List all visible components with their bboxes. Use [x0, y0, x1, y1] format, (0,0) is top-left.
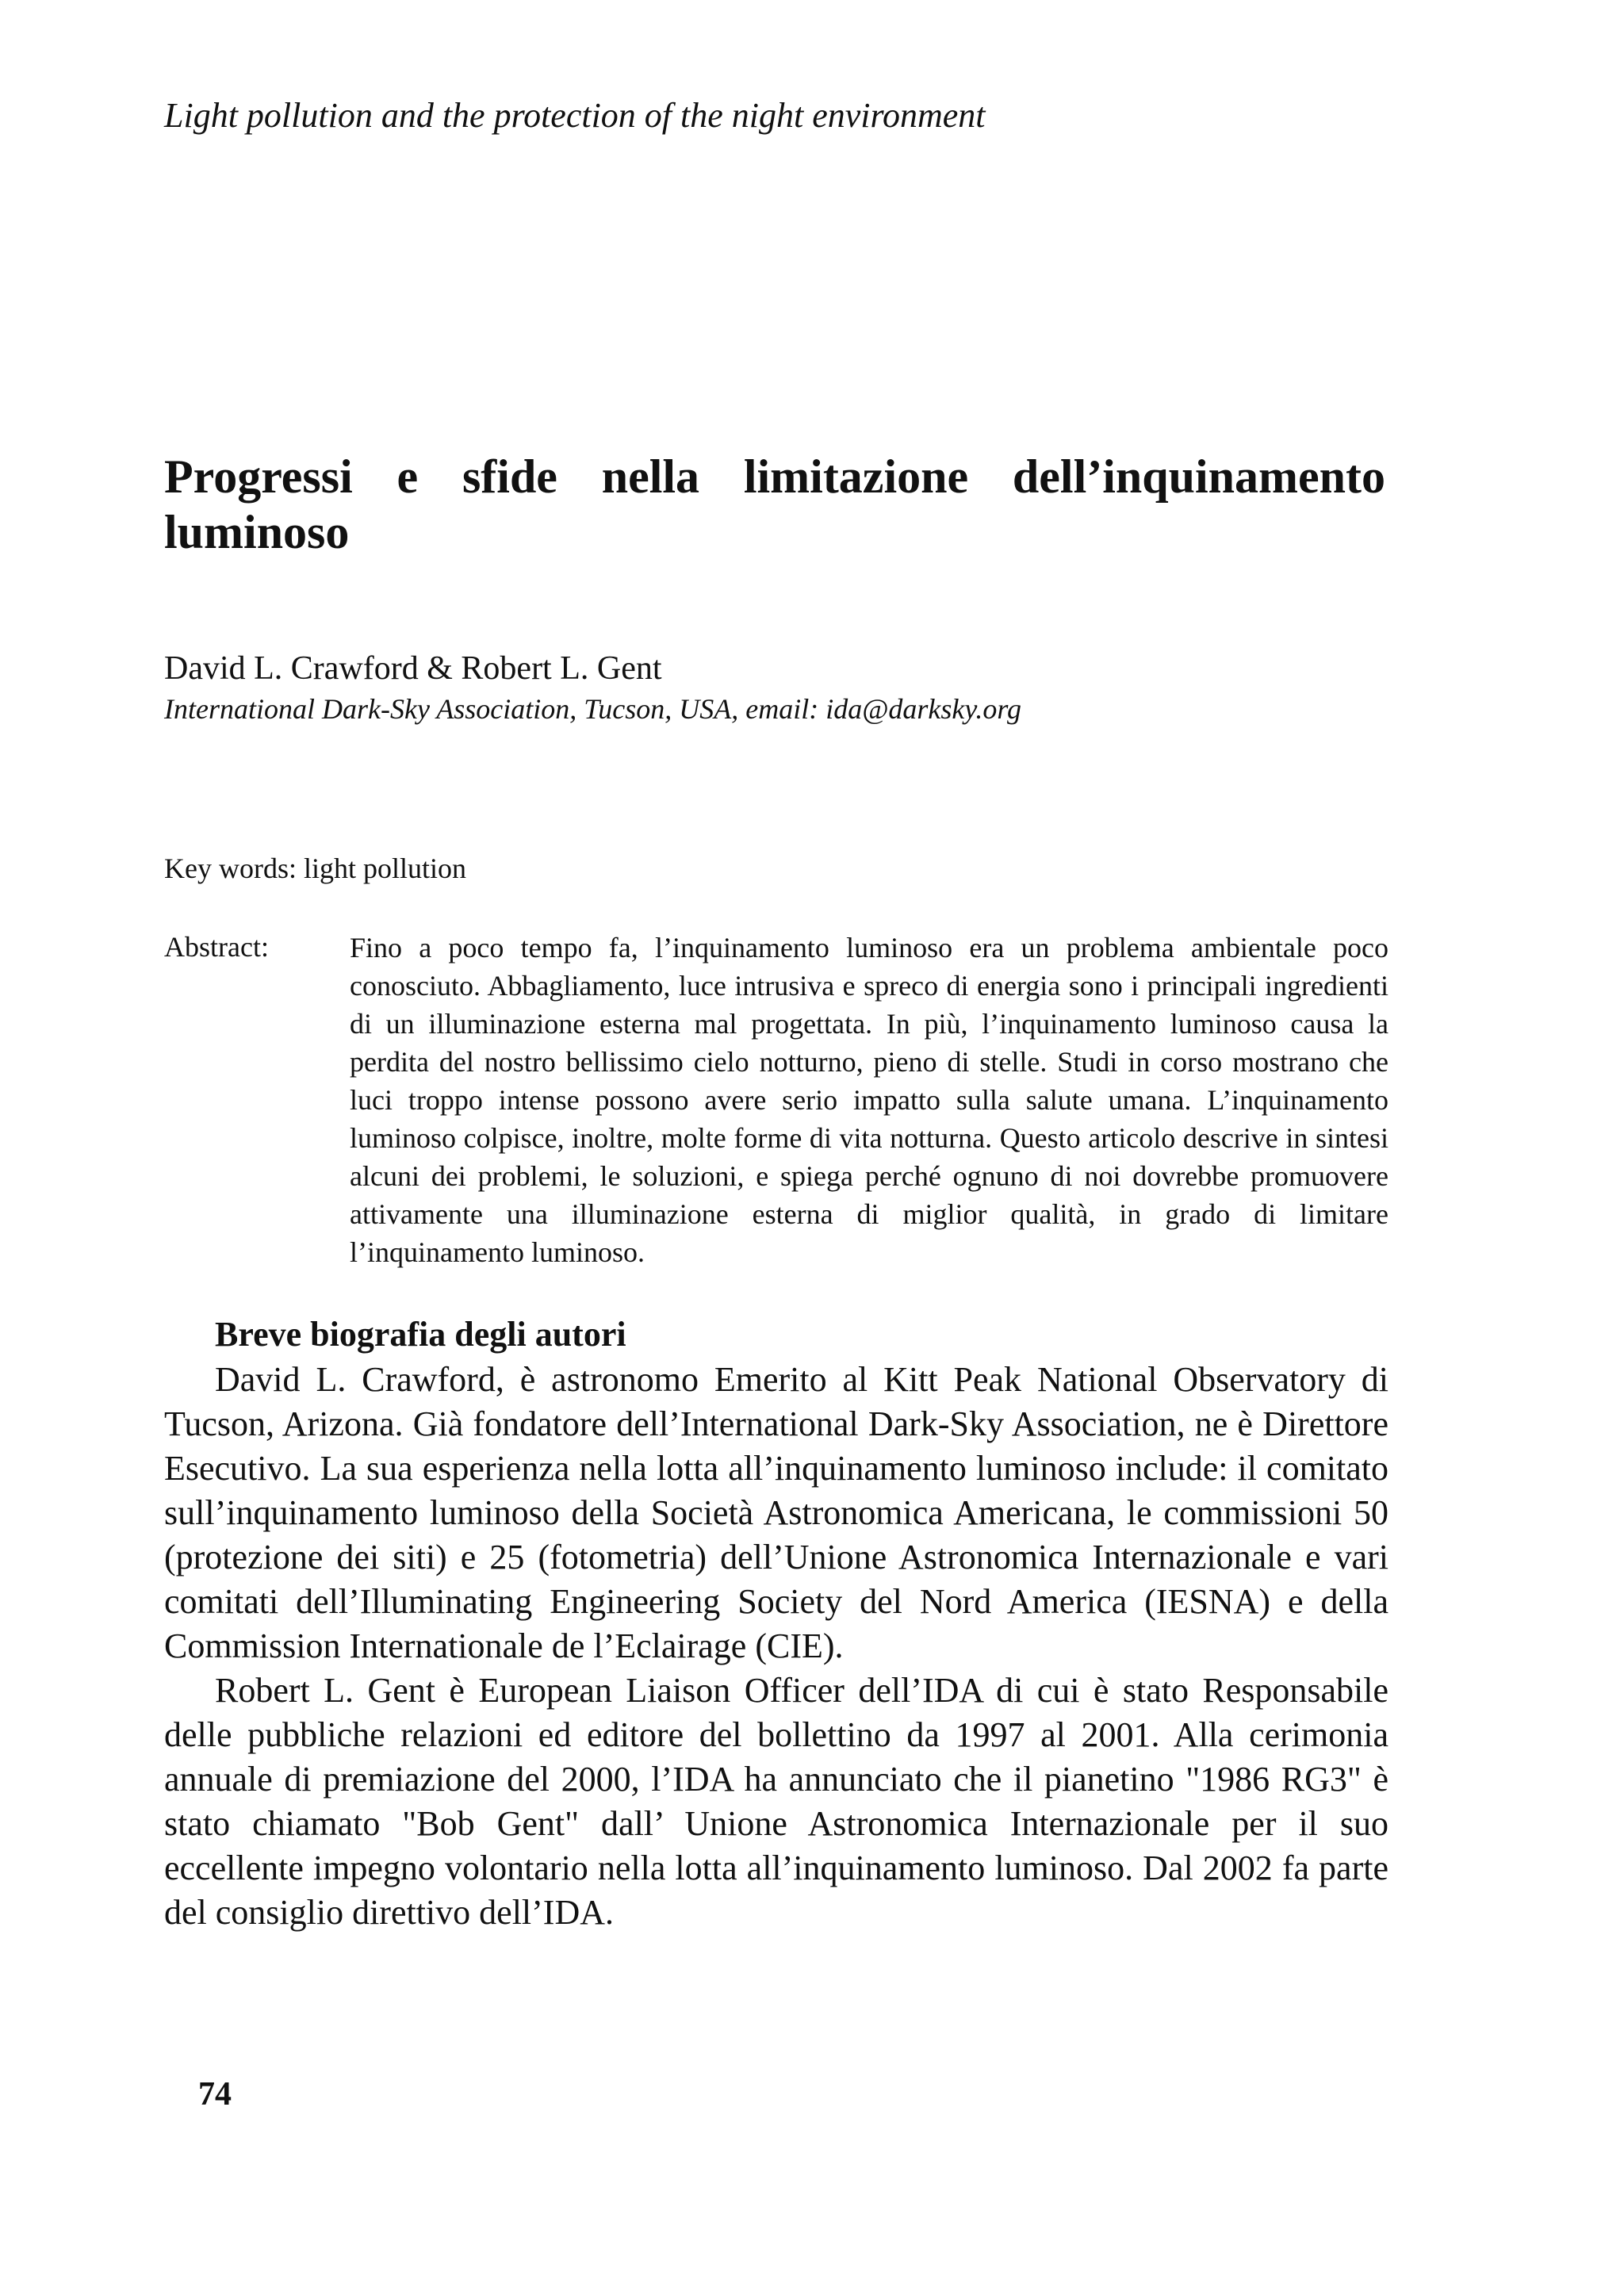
biography-paragraph-gent: Robert L. Gent è European Liaison Officer dell’IDA di cui è stato Responsabile delle pubbliche relazioni ed editore del bollettino da 1997 al 2001. Alla cerimonia annuale di premiazione del 2000, l’IDA ha annunciato che il pianetino "1986 RG3" è stato chiamato "Bob Gent" dall’ Unione Astronomica Internazionale per il suo eccellente impegno volontario nella lotta all’inquinamento luminoso. Dal 2002 fa parte del consiglio direttivo dell’IDA. [164, 1671, 1388, 1932]
running-header: Light pollution and the protection of the night environment [164, 96, 986, 135]
abstract-text: Fino a poco tempo fa, l’inquinamento luminoso era un problema ambientale poco conosciuto. Abbagliamento, luce intrusiva e spreco di energia sono i principali ingredienti di un illuminazione esterna mal progettata. In più, l’inquinamento luminoso causa la perdita del nostro bellissimo cielo notturno, pieno di stelle. Studi in corso mostrano che luci troppo intense possono avere serio impatto sulla salute umana. L’inquinamento luminoso colpisce, inoltre, molte forme di vita notturna. Questo articolo descrive in sintesi alcuni dei problemi, le soluzioni, e spiega perché ognuno di noi dovrebbe promuovere attivamente una illuminazione esterna di miglior qualità, in grado di limitare l’inquinamento luminoso. [350, 932, 1388, 1268]
article-title: Progressi e sfide nella limitazione dell’inquinamento luminoso [164, 450, 1385, 558]
article-authors: David L. Crawford & Robert L. Gent [164, 650, 662, 687]
author-affiliation: International Dark-Sky Association, Tucson, USA, email: ida@darksky.org [164, 693, 1022, 725]
biography-body [164, 1358, 1388, 1935]
page-number: 74 [198, 2076, 232, 2113]
biography-heading: Breve biografia degli autori [215, 1315, 626, 1354]
keywords: Key words: light pollution [164, 852, 466, 884]
biography-paragraph-crawford: David L. Crawford, è astronomo Emerito al Kitt Peak National Observatory di Tucson, Arizona. Già fondatore dell’International Dark-Sky Association, ne è Direttore Esecutivo. La sua esperienza nella lotta all’inquinamento luminoso include: il comitato sull’inquinamento luminoso della Società Astronomica Americana, le commissioni 50 (protezione dei siti) e 25 (fotometria) dell’Unione Astronomica Internazionale e vari comitati dell’Illuminating Engineering Society del Nord America (IESNA) e della Commission Internationale de l’Eclairage (CIE). [164, 1360, 1388, 1665]
abstract-label: Abstract: [164, 931, 269, 963]
